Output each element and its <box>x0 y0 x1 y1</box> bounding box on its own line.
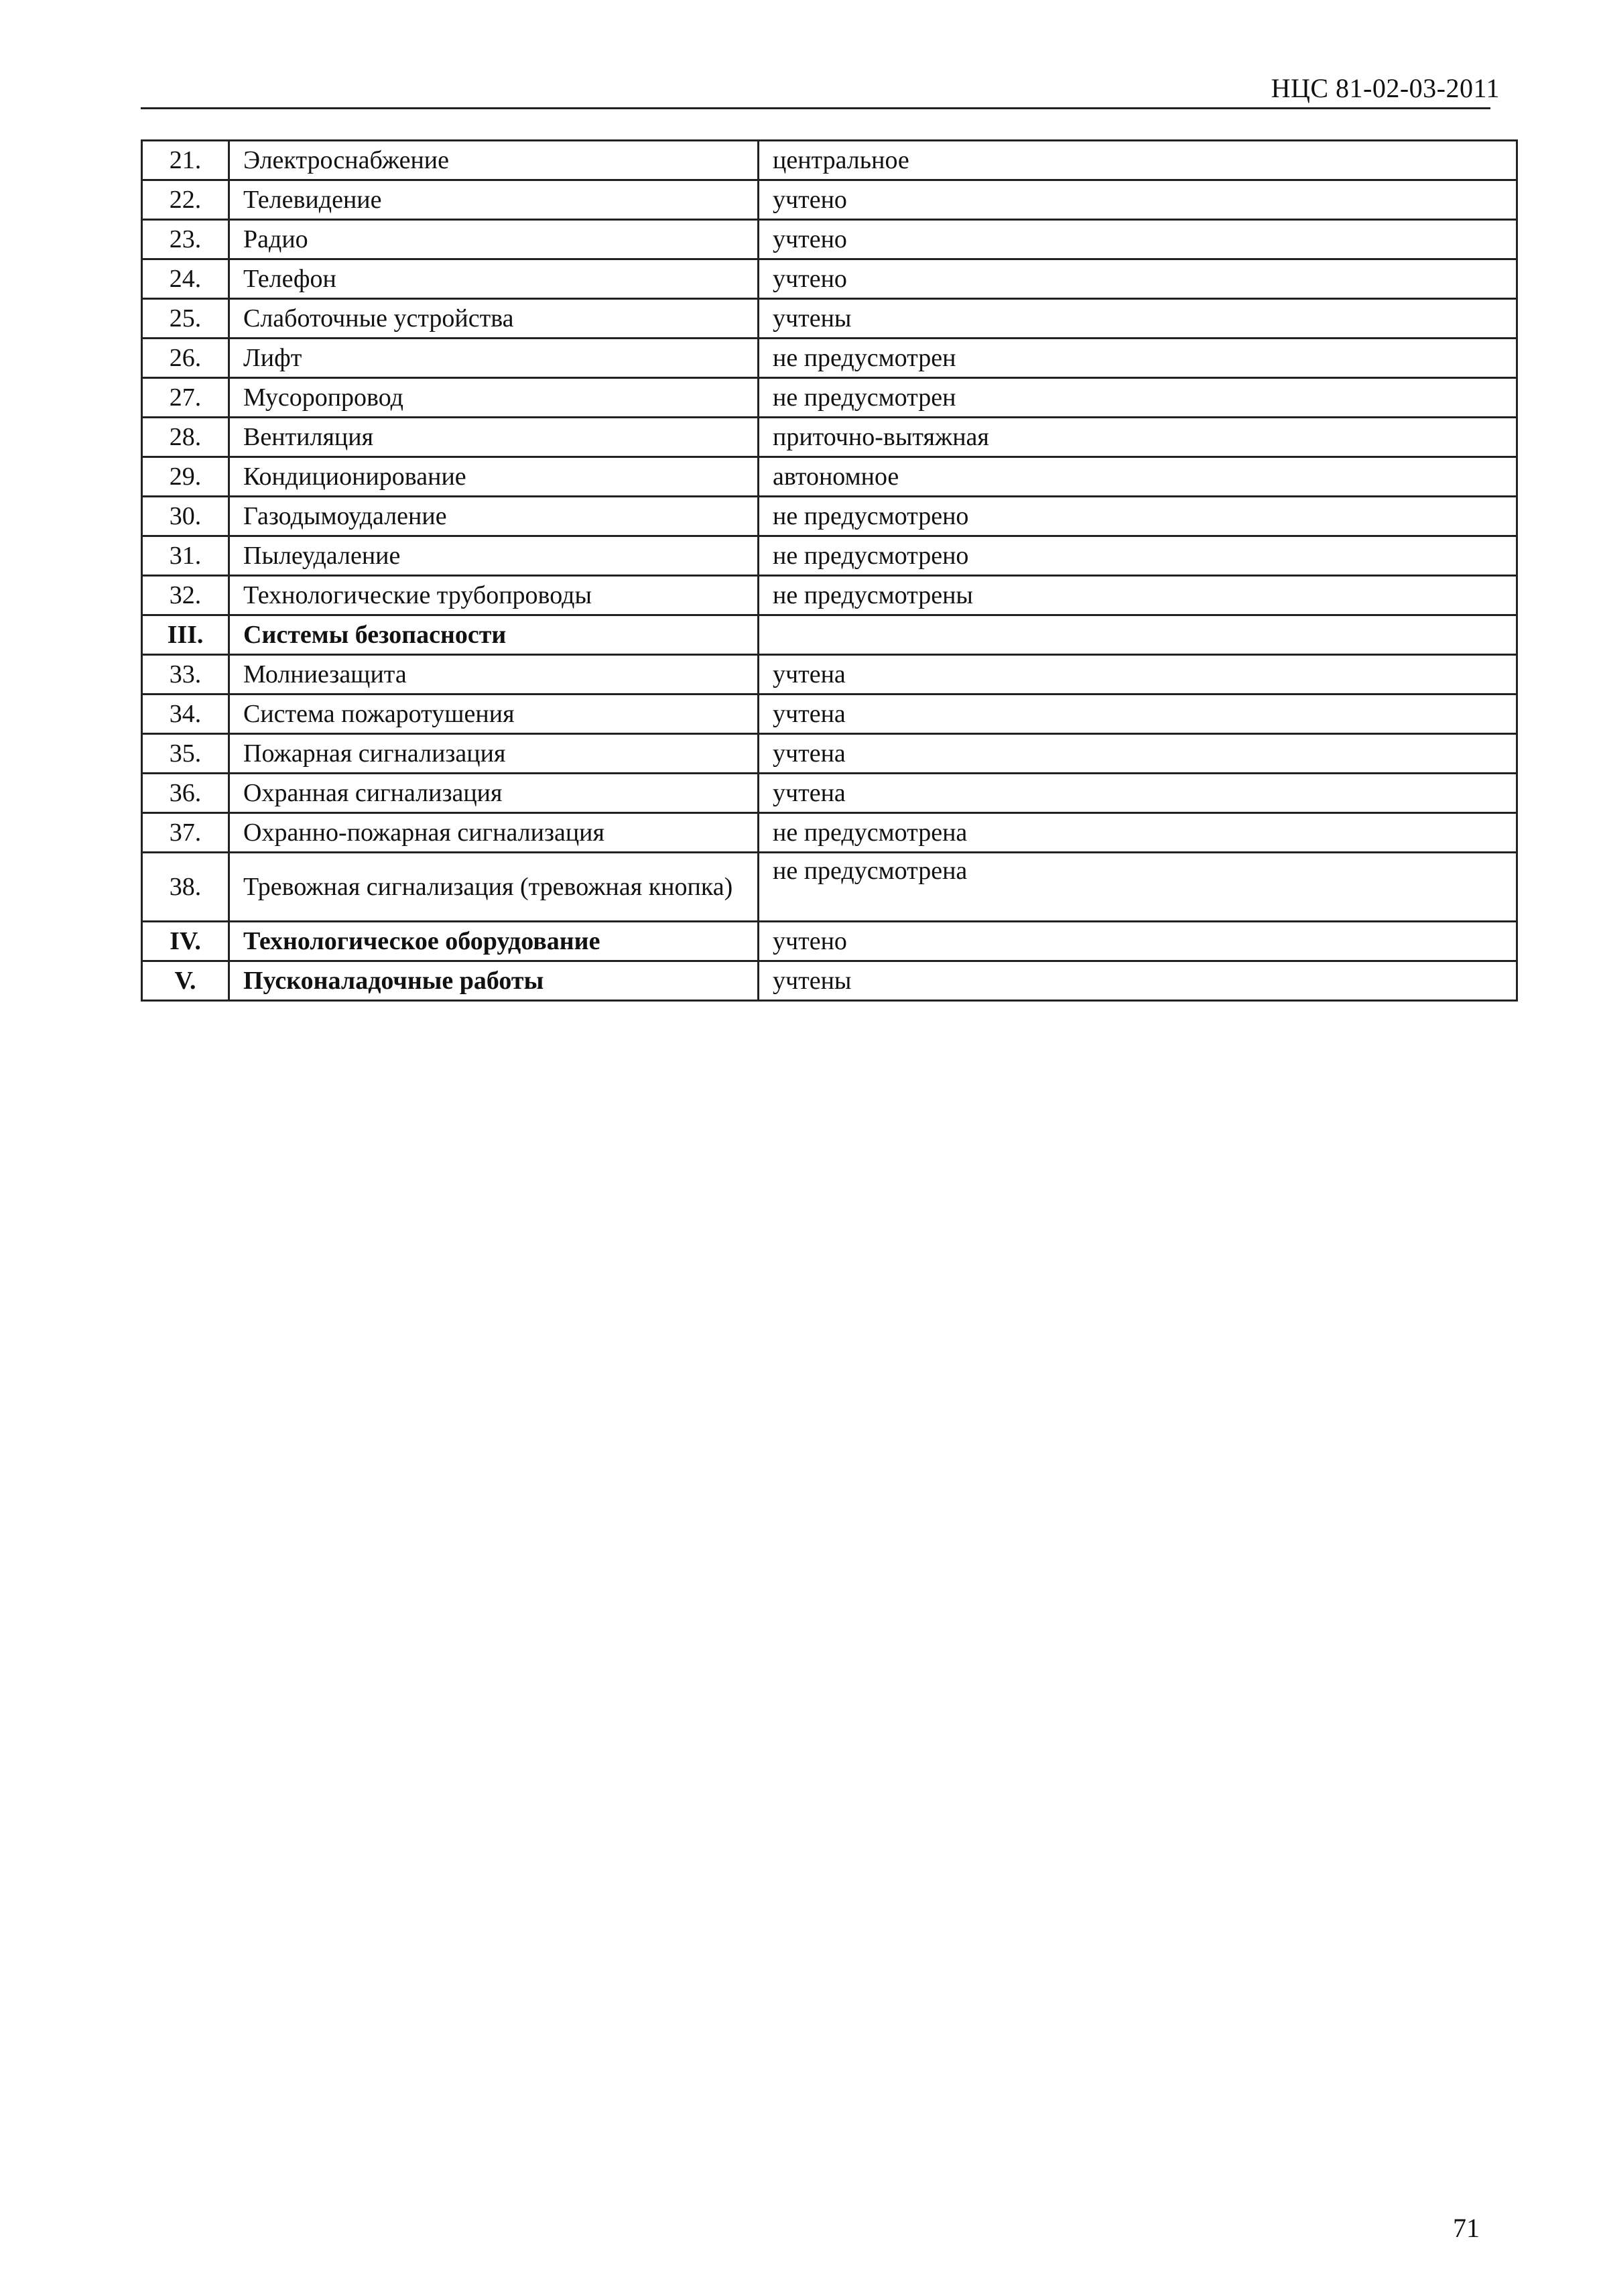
row-value: учтено <box>759 259 1517 299</box>
row-name: Система пожаротушения <box>229 694 759 734</box>
table-row <box>142 576 1517 615</box>
header-rule <box>141 107 1490 109</box>
row-value: учтены <box>759 299 1517 339</box>
specification-table <box>141 139 1518 1002</box>
table-row <box>142 497 1517 536</box>
table-row <box>142 418 1517 457</box>
table-row <box>142 378 1517 418</box>
row-name: Газодымоудаление <box>229 497 759 536</box>
row-name: Пылеудаление <box>229 536 759 576</box>
row-number: 25. <box>142 299 229 339</box>
row-name: Радио <box>229 220 759 259</box>
table-row <box>142 774 1517 813</box>
row-number: 38. <box>142 853 229 922</box>
row-value: не предусмотрены <box>759 576 1517 615</box>
row-name: Телевидение <box>229 180 759 220</box>
row-name: Молниезащита <box>229 655 759 694</box>
table-row <box>142 457 1517 497</box>
row-name: Электроснабжение <box>229 141 759 180</box>
table-row <box>142 813 1517 853</box>
table-row <box>142 299 1517 339</box>
table-row <box>142 655 1517 694</box>
section-row <box>142 961 1517 1001</box>
row-value: учтена <box>759 655 1517 694</box>
row-value: автономное <box>759 457 1517 497</box>
row-value: учтено <box>759 922 1517 961</box>
row-value: приточно-вытяжная <box>759 418 1517 457</box>
row-name: Лифт <box>229 339 759 378</box>
section-number: V. <box>142 961 229 1001</box>
section-row <box>142 615 1517 655</box>
section-number: IV. <box>142 922 229 961</box>
row-number: 24. <box>142 259 229 299</box>
row-value: не предусмотрен <box>759 378 1517 418</box>
row-number: 35. <box>142 734 229 774</box>
row-name: Охранно-пожарная сигнализация <box>229 813 759 853</box>
row-value: учтена <box>759 694 1517 734</box>
section-title: Технологическое оборудование <box>229 922 759 961</box>
table-row <box>142 259 1517 299</box>
row-name: Технологические трубопроводы <box>229 576 759 615</box>
row-value <box>759 615 1517 655</box>
row-number: 30. <box>142 497 229 536</box>
row-number: 26. <box>142 339 229 378</box>
row-number: 29. <box>142 457 229 497</box>
document-code: НЦС 81-02-03-2011 <box>1271 73 1500 103</box>
table-row <box>142 734 1517 774</box>
page-number: 71 <box>1453 2213 1480 2243</box>
section-title: Пусконаладочные работы <box>229 961 759 1001</box>
row-value: не предусмотрена <box>759 813 1517 853</box>
row-number: 22. <box>142 180 229 220</box>
row-value: не предусмотрено <box>759 536 1517 576</box>
row-name: Пожарная сигнализация <box>229 734 759 774</box>
row-value: центральное <box>759 141 1517 180</box>
row-number: 33. <box>142 655 229 694</box>
row-number: 37. <box>142 813 229 853</box>
table-row <box>142 180 1517 220</box>
row-name: Тревожная сигнализация (тревожная кнопка) <box>229 853 759 922</box>
table-row <box>142 853 1517 922</box>
row-name: Охранная сигнализация <box>229 774 759 813</box>
row-number: 28. <box>142 418 229 457</box>
row-number: 31. <box>142 536 229 576</box>
table-row <box>142 141 1517 180</box>
table-row <box>142 536 1517 576</box>
row-name: Телефон <box>229 259 759 299</box>
row-value: не предусмотрено <box>759 497 1517 536</box>
row-number: 32. <box>142 576 229 615</box>
row-value: учтено <box>759 220 1517 259</box>
row-number: 21. <box>142 141 229 180</box>
row-name: Мусоропровод <box>229 378 759 418</box>
row-number: 27. <box>142 378 229 418</box>
table-row <box>142 220 1517 259</box>
section-title: Системы безопасности <box>229 615 759 655</box>
row-name: Слаботочные устройства <box>229 299 759 339</box>
row-value: не предусмотрена <box>759 853 1517 922</box>
row-number: 34. <box>142 694 229 734</box>
row-name: Кондиционирование <box>229 457 759 497</box>
section-row <box>142 922 1517 961</box>
row-value: не предусмотрен <box>759 339 1517 378</box>
row-value: учтена <box>759 774 1517 813</box>
section-number: III. <box>142 615 229 655</box>
row-name: Вентиляция <box>229 418 759 457</box>
row-value: учтены <box>759 961 1517 1001</box>
table-row <box>142 339 1517 378</box>
row-value: учтено <box>759 180 1517 220</box>
row-number: 36. <box>142 774 229 813</box>
table-row <box>142 694 1517 734</box>
row-number: 23. <box>142 220 229 259</box>
row-value: учтена <box>759 734 1517 774</box>
